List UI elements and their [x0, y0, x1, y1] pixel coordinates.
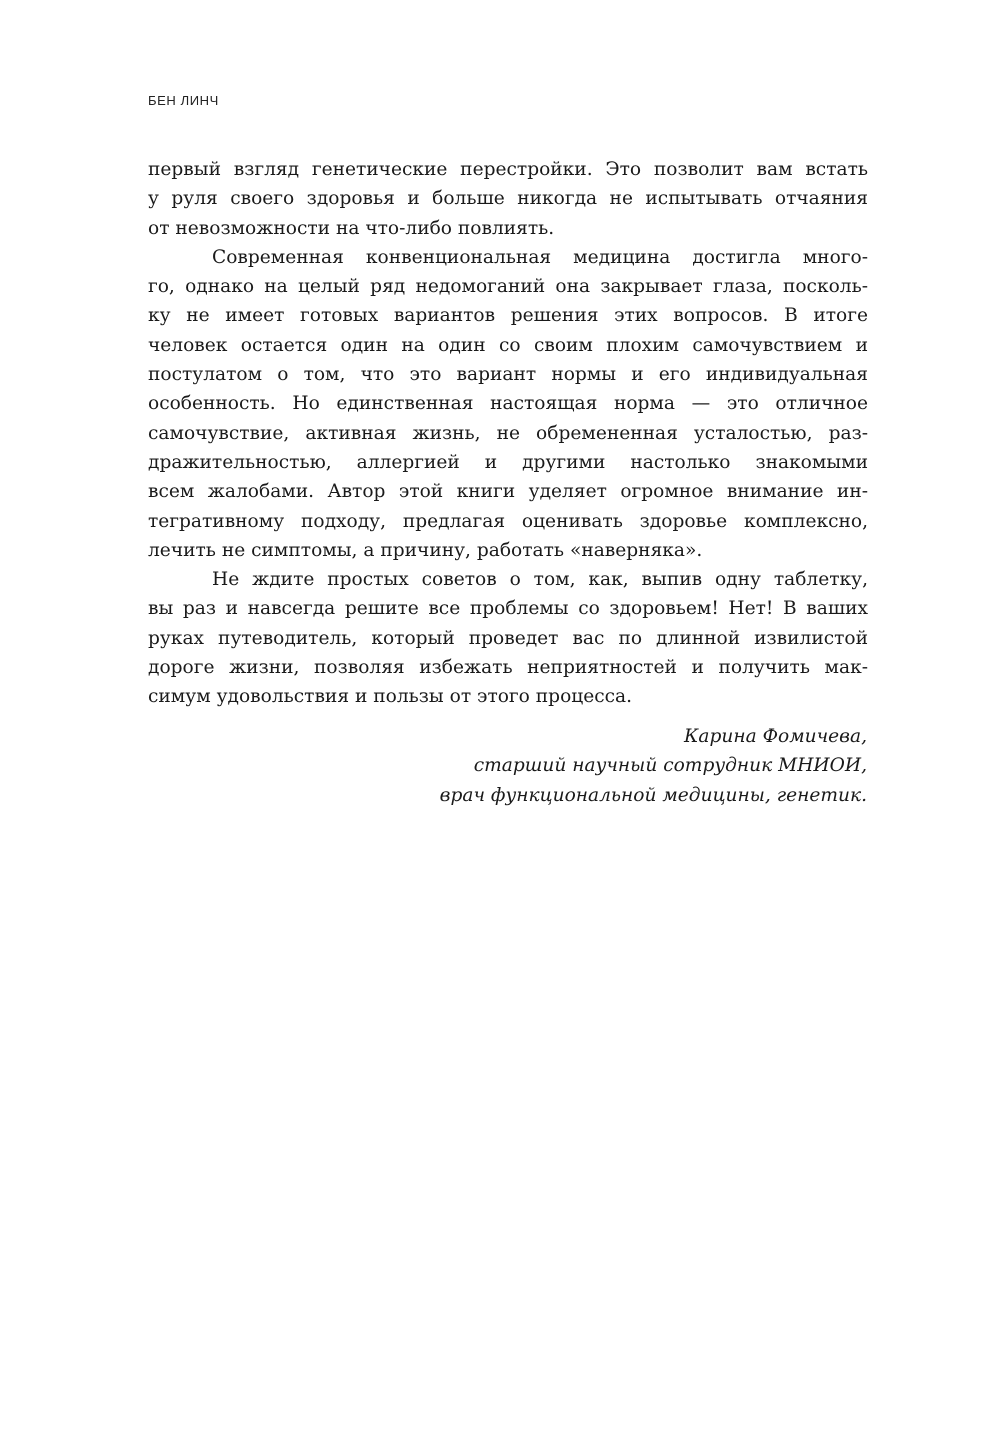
- text-line: дражительностью, аллергией и другими настолько знакомыми: [148, 451, 868, 473]
- text-line: Современная конвенциональная медицина достигла много-: [212, 246, 868, 268]
- text-line: от невозможности на что-либо повлиять.: [148, 217, 555, 239]
- paragraph: [148, 155, 868, 243]
- text-line: у руля своего здоровья и больше никогда не испытывать отчаяния: [148, 188, 868, 210]
- text-line: человек остается один на один со своим плохим самочувствием и: [148, 334, 868, 356]
- text-line: руках путеводитель, который проведет вас по длинной извилистой: [148, 627, 868, 649]
- signature-position: старший научный сотрудник МНИОИ,: [473, 755, 867, 777]
- text-line: тегративному подходу, предлагая оценивать здоровье комплексно,: [148, 510, 868, 532]
- text-line: всем жалобами. Автор этой книги уделяет огромное внимание ин-: [148, 481, 868, 503]
- text-line: лечить не симптомы, а причину, работать «наверняка».: [148, 539, 703, 561]
- paragraph: [148, 243, 868, 565]
- signature-block: [440, 722, 867, 810]
- text-line: самочувствие, активная жизнь, не обремененная усталостью, раз-: [148, 422, 868, 444]
- text-line: первый взгляд генетические перестройки. Это позволит вам встать: [148, 159, 868, 180]
- running-head: БЕН ЛИНЧ: [148, 93, 219, 108]
- paragraph: [148, 565, 868, 711]
- text-line: постулатом о том, что это вариант нормы и его индивидуальная: [148, 364, 868, 386]
- text-line: дороге жизни, позволяя избежать неприятностей и получить мак-: [148, 657, 868, 679]
- body-text: [148, 155, 868, 712]
- signature-name: Карина Фомичева,: [683, 726, 867, 747]
- signature-profession: врач функциональной медицины, генетик.: [439, 784, 867, 806]
- text-line: вы раз и навсегда решите все проблемы со здоровьем! Нет! В ваших: [148, 598, 868, 620]
- text-line: симум удовольствия и пользы от этого процесса.: [148, 686, 633, 708]
- text-line: Не ждите простых советов о том, как, выпив одну таблетку,: [212, 569, 868, 591]
- text-line: особенность. Но единственная настоящая норма — это отличное: [148, 393, 868, 415]
- text-line: го, однако на целый ряд недомоганий она закрывает глаза, посколь-: [148, 276, 868, 298]
- text-line: ку не имеет готовых вариантов решения этих вопросов. В итоге: [148, 305, 868, 327]
